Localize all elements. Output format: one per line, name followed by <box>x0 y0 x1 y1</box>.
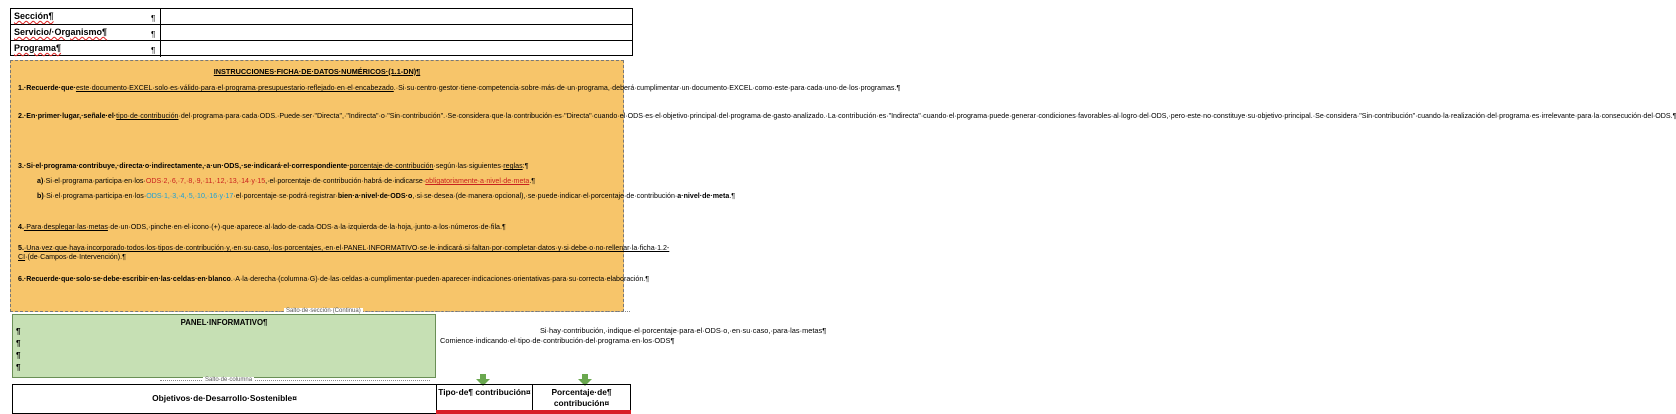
header-objetivos: Objetivos·de·Desarrollo·Sostenible¤ <box>13 385 437 413</box>
section-break-label: Salto·de·sección·(Continua) <box>286 308 361 314</box>
instruction-6: 6.·Recuerde·que·solo·se·debe·escribir·en·las·celdas·en·blanco.·A·la·derecha·(columna·G)·de·las·celdas·a·cumplimentar·pueden·aparecer·indicaciones·orientativas·para·su·correcta·elaboración.¶ <box>18 275 650 283</box>
instruction-3: 3.·Si·el·programa·contribuye,·directa·o·indirectamente,·a·un·ODS,·se·indicará·el·correspondiente·porcentaje·de·contribución·según·las·siguientes·reglas:¶ <box>18 162 529 170</box>
header-label-seccion: Sección¶ <box>14 11 54 21</box>
header-row-programa <box>11 41 632 57</box>
header-input-programa[interactable] <box>160 41 632 57</box>
instruction-1: 1.·Recuerde·que·este·documento·EXCEL·solo·es·válido·para·el·programa·presupuestario·reflejado·en·el·encabezado.·Si·su·centro·gestor·tiene·competencia·sobre·más·de·un·programa,·deberá·cumplimentar·un·documento·EXCEL·como·este·para·cada·uno·de·los·programas.¶ <box>18 84 901 92</box>
pilcrow-mark: ¶ <box>16 363 21 372</box>
instructions-title: INSTRUCCIONES·FICHA·DE·DATOS·NUMÉRICOS·(1.1-DN)¶ <box>213 67 421 76</box>
red-bar-porcentaje <box>534 410 631 414</box>
panel-title: PANEL·INFORMATIVO¶ <box>180 318 268 327</box>
pilcrow-mark: ¶ <box>16 351 21 360</box>
pilcrow-mark: ¶ <box>16 339 21 348</box>
column-break-line <box>160 380 430 381</box>
header-tipo-contribucion: Tipo·de¶ contribución¤ <box>437 385 533 413</box>
header-input-servicio[interactable] <box>160 25 632 40</box>
section-break-line <box>160 311 630 312</box>
header-label-servicio: Servicio/·Organismo¶ <box>14 27 108 37</box>
rule-b: b)·Si·el·programa·participa·en·los·ODS·1,·3,·4,·5,·10,·16·y·17·el·porcentaje·se·podrá·registrar·bien·a·nivel·de·ODS·o,·si·se·desea·(de·manera·opcional),·se·puede·indicar·el·porcentaje·de·contribución·a·nivel·de·meta.¶ <box>37 192 736 200</box>
note-porcentaje-contribucion: Si·hay·contribución,·indique·el·porcentaje·para·el·ODS·o,·en·su·caso,·para·las·metas¶ <box>540 326 827 335</box>
pilcrow-mark: ¶ <box>151 14 156 23</box>
header-porcentaje-contribucion: Porcentaje·de¶ contribución¤ <box>551 387 612 408</box>
instructions-box <box>10 60 1676 312</box>
panel-informativo <box>12 314 436 378</box>
pilcrow-mark: ¶ <box>151 30 156 39</box>
instruction-5: 5.·Una·vez·que·haya·incorporado·todos·los·tipos·de·contribución·y,·en·su·caso,·los·porcentajes,·en·el·PANEL·INFORMATIVO·se·le·indicará·si·faltan·por·completar·datos·y·si·debe·o·no·rellenar·la·ficha·1.2-CI·(de·Campos·de·Intervención).¶ <box>18 244 670 261</box>
header-row-servicio <box>11 25 632 41</box>
header-row-seccion <box>11 9 632 25</box>
pilcrow-mark: ¶ <box>16 327 21 336</box>
pilcrow-mark: ¶ <box>151 46 156 55</box>
instruction-4: 4.·Para·desplegar·las·metas·de·un·ODS,·pinche·en·el·icono·(+)·que·aparece·al·lado·de·cada·ODS·a·la·izquierda·de·la·hoja,·junto·a·los·números·de·fila.¶ <box>18 223 506 231</box>
instruction-2: 2.·En·primer·lugar,·señale·el·tipo·de·contribución·del·programa·para·cada·ODS.·Puede·ser·"Directa",·"Indirecta"·o·"Sin·contribución".·Se·considera·que·la·contribución·es·"Directa"·cuando·el·ODS·es·el·objetivo·principal·del·programa·de·gasto·analizado.·La·contribución·es·"Indirecta"·cuando·el·programa·puede·generar·condiciones·favorables·al·logro·del·ODS,·pero·este·no·constituye·su·objetivo·principal.·Se·considera·"Sin·contribución"·cuando·la·realización·del·programa·es·irrelevante·para·la·consecución·del·ODS.¶ <box>18 112 1676 120</box>
note-tipo-contribucion: Comience·indicando·el·tipo·de·contribución·del·programa·en·los·ODS¶ <box>440 336 675 345</box>
rule-a: a)·Si·el·programa·participa·en·los·ODS·2,·6,·7,·8,·9,·11,·12,·13,·14·y·15,·el·porcentaje·de·contribución·habrá·de·indicarse·obligatoriamente·a·nivel·de·meta.¶ <box>37 177 536 185</box>
header-input-seccion[interactable] <box>160 9 632 24</box>
column-break-label: Salto·de·columna <box>205 377 253 383</box>
header-label-programa: Programa¶ <box>14 43 62 53</box>
header-table <box>10 8 633 56</box>
red-bar-tipo <box>436 410 534 414</box>
